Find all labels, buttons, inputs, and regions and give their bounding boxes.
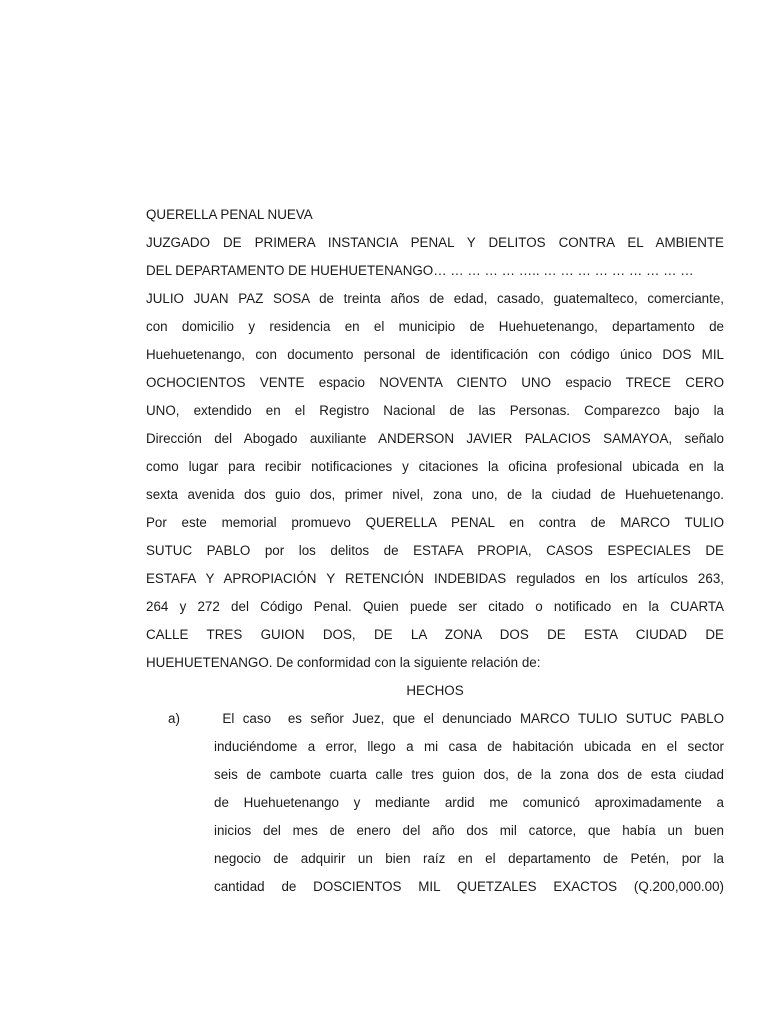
list-item-line: negocio de adquirir un bien raíz en el departamento de Petén, por la	[214, 851, 724, 866]
body-line: ESTAFA Y APROPIACIÓN Y RETENCIÓN INDEBIDAS regulados en los artículos 263,	[146, 571, 724, 586]
body-line: CALLE TRES GUION DOS, DE LA ZONA DOS DE ESTA CIUDAD DE	[146, 627, 724, 642]
body-line: sexta avenida dos guio dos, primer nivel, zona uno, de la ciudad de Huehuetenango.	[146, 487, 724, 502]
body-line: UNO, extendido en el Registro Nacional de las Personas. Comparezco bajo la	[146, 403, 724, 418]
list-item-line: induciéndome a error, llego a mi casa de habitación ubicada en el sector	[214, 739, 724, 754]
list-item-line: cantidad de DOSCIENTOS MIL QUETZALES EXACTOS (Q.200,000.00)	[214, 879, 724, 894]
body-line: 264 y 272 del Código Penal. Quien puede ser citado o notificado en la CUARTA	[146, 599, 724, 614]
list-item-line: El caso es señor Juez, que el denunciado MARCO TULIO SUTUC PABLO	[214, 711, 724, 726]
court-name-line-2: DEL DEPARTAMENTO DE HUEHUETENANGO… … … … … ….. … … … … … … … … …	[146, 263, 694, 278]
body-line: con domicilio y residencia en el municipio de Huehuetenango, departamento de	[146, 319, 724, 334]
list-item-line: de Huehuetenango y mediante ardid me comunicó aproximadamente a	[214, 795, 724, 810]
body-line: como lugar para recibir notificaciones y citaciones la oficina profesional ubicada en la	[146, 459, 724, 474]
body-line: OCHOCIENTOS VENTE espacio NOVENTA CIENTO UNO espacio TRECE CERO	[146, 375, 724, 390]
document-title: QUERELLA PENAL NUEVA	[146, 207, 313, 222]
body-line: Por este memorial promuevo QUERELLA PENAL en contra de MARCO TULIO	[146, 515, 724, 530]
body-line: Dirección del Abogado auxiliante ANDERSON JAVIER PALACIOS SAMAYOA, señalo	[146, 431, 724, 446]
section-heading: HECHOS	[406, 683, 464, 698]
body-line: HUEHUETENANGO. De conformidad con la siguiente relación de:	[146, 655, 541, 670]
list-item-line: seis de cambote cuarta calle tres guion dos, de la zona dos de esta ciudad	[214, 767, 724, 782]
body-line: SUTUC PABLO por los delitos de ESTAFA PROPIA, CASOS ESPECIALES DE	[146, 543, 724, 558]
list-item-marker: a)	[168, 711, 180, 726]
court-name-line-1: JUZGADO DE PRIMERA INSTANCIA PENAL Y DELITOS CONTRA EL AMBIENTE	[146, 235, 724, 250]
list-item-line: inicios del mes de enero del año dos mil catorce, que había un buen	[214, 823, 724, 838]
body-line: Huehuetenango, con documento personal de identificación con código único DOS MIL	[146, 347, 724, 362]
body-line: JULIO JUAN PAZ SOSA de treinta años de edad, casado, guatemalteco, comerciante,	[146, 291, 724, 306]
